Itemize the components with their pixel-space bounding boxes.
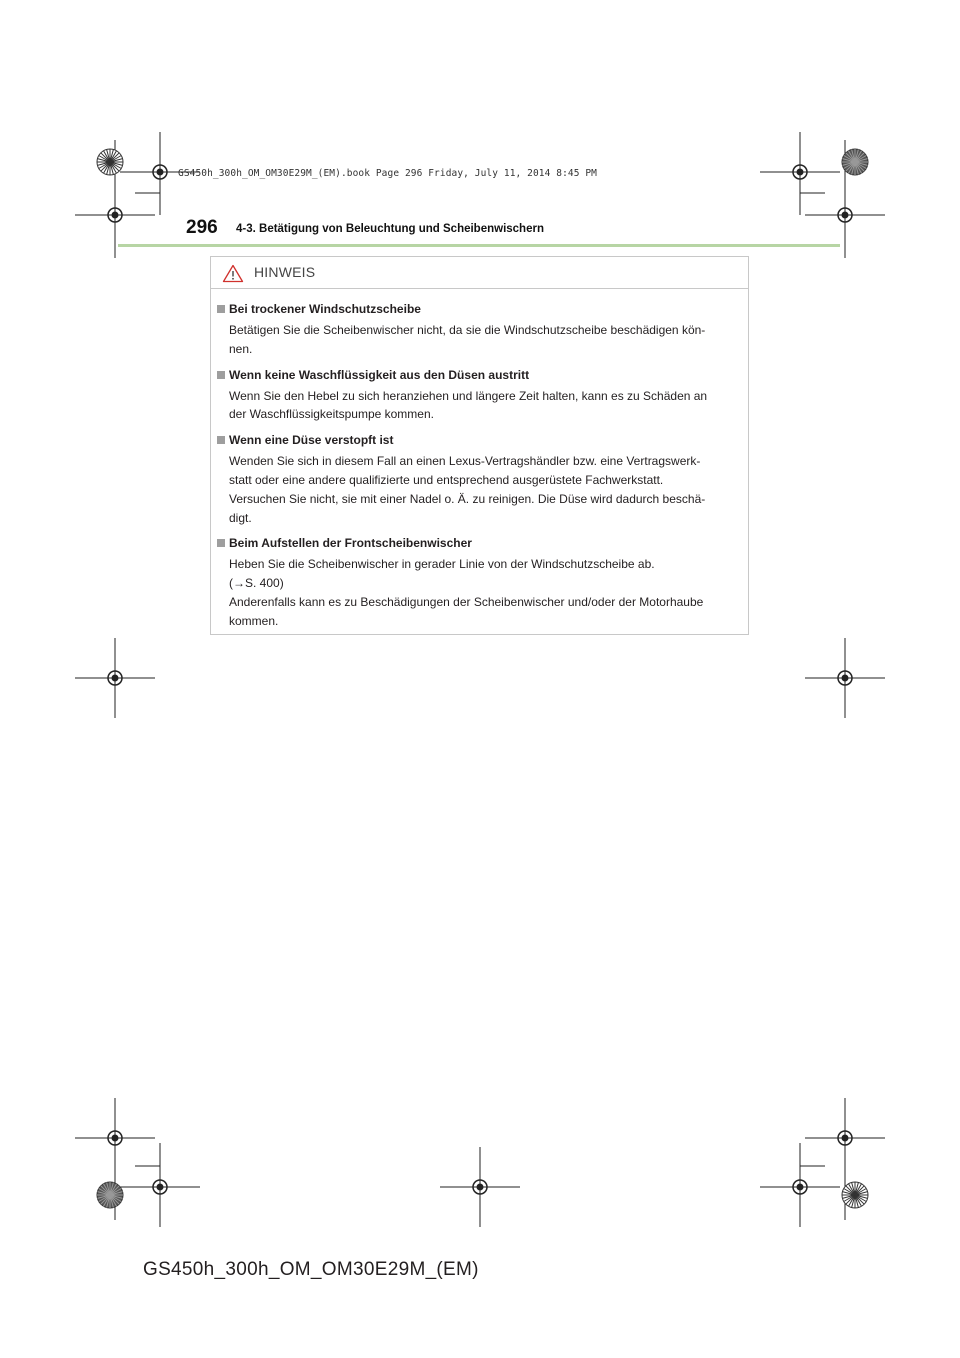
bullet-square-icon: [217, 436, 225, 444]
notice-text-line: (→S. 400): [229, 576, 284, 591]
notice-text-line: statt oder eine andere qualifizierte und entsprechend ausgerüstete Fachwerkstatt.: [229, 472, 664, 487]
bullet-square-icon: [217, 539, 225, 547]
document-code: GS450h_300h_OM_OM30E29M_(EM): [143, 1259, 479, 1280]
registration-dot: [157, 169, 164, 176]
notice-text-line: kommen.: [229, 613, 279, 628]
notice-item-text: [229, 321, 740, 359]
notice-item-heading: [217, 301, 740, 318]
registration-dot: [477, 1184, 484, 1191]
notice-item-text: [229, 452, 740, 527]
notice-item-heading: [217, 535, 740, 552]
header-rule: [118, 244, 840, 247]
bullet-square-icon: [217, 305, 225, 313]
notice-box: [210, 256, 749, 635]
notice-item: [217, 367, 740, 425]
registration-dot: [157, 1184, 164, 1191]
notice-item-heading-text: Wenn eine Düse verstopft ist: [229, 433, 394, 448]
notice-item-heading-text: Beim Aufstellen der Frontscheibenwischer: [229, 536, 472, 551]
notice-text-line: Versuchen Sie nicht, sie mit einer Nadel o. Ä. zu reinigen. Die Düse wird dadurch beschä-: [229, 491, 706, 506]
notice-item-heading: [217, 432, 740, 449]
registration-dot: [842, 1135, 849, 1142]
registration-dot: [842, 675, 849, 682]
page-number: 296: [186, 217, 218, 238]
notice-text-line: Heben Sie die Scheibenwischer in gerader Linie von der Windschutzscheibe ab.: [229, 557, 655, 572]
notice-item-text: [229, 555, 740, 630]
registration-dot: [112, 1135, 119, 1142]
notice-text-line: Betätigen Sie die Scheibenwischer nicht, da sie die Windschutzscheibe beschädigen kön-: [229, 323, 706, 337]
notice-text-line: Anderenfalls kann es zu Beschädigungen der Scheibenwischer und/oder der Motorhaube: [229, 594, 704, 609]
book-info-line: GS450h_300h_OM_OM30E29M_(EM).book Page 296 Friday, July 11, 2014 8:45 PM: [178, 168, 598, 179]
notice-item: [217, 432, 740, 527]
registration-dot: [112, 212, 119, 219]
registration-dot: [797, 1184, 804, 1191]
registration-dot: [842, 212, 849, 219]
notice-text-line: nen.: [229, 341, 253, 356]
notice-item-heading-text: Wenn keine Waschflüssigkeit aus den Düsen austritt: [229, 367, 530, 382]
registration-dot: [797, 169, 804, 176]
notice-item: [217, 535, 740, 630]
notice-text-line: digt.: [229, 510, 252, 525]
notice-item-heading-text: Bei trockener Windschutzscheibe: [229, 302, 421, 316]
notice-item-text: [229, 387, 740, 425]
notice-header: [211, 257, 748, 289]
notice-text-line: Wenden Sie sich in diesem Fall an einen Lexus-Vertragshändler bzw. eine Vertragswerk-: [229, 454, 701, 469]
bullet-square-icon: [217, 371, 225, 379]
notice-item: [217, 301, 740, 359]
notice-item-heading: [217, 367, 740, 384]
warning-triangle-icon: [222, 264, 244, 283]
section-title: 4-3. Betätigung von Beleuchtung und Scheibenwischern: [236, 223, 544, 235]
notice-body: [217, 301, 740, 639]
notice-text-line: Wenn Sie den Hebel zu sich heranziehen und längere Zeit halten, kann es zu Schäden an: [229, 388, 708, 403]
registration-dot: [112, 675, 119, 682]
notice-text-line: der Waschflüssigkeitspumpe kommen.: [229, 407, 434, 422]
notice-title: HINWEIS: [254, 264, 316, 280]
